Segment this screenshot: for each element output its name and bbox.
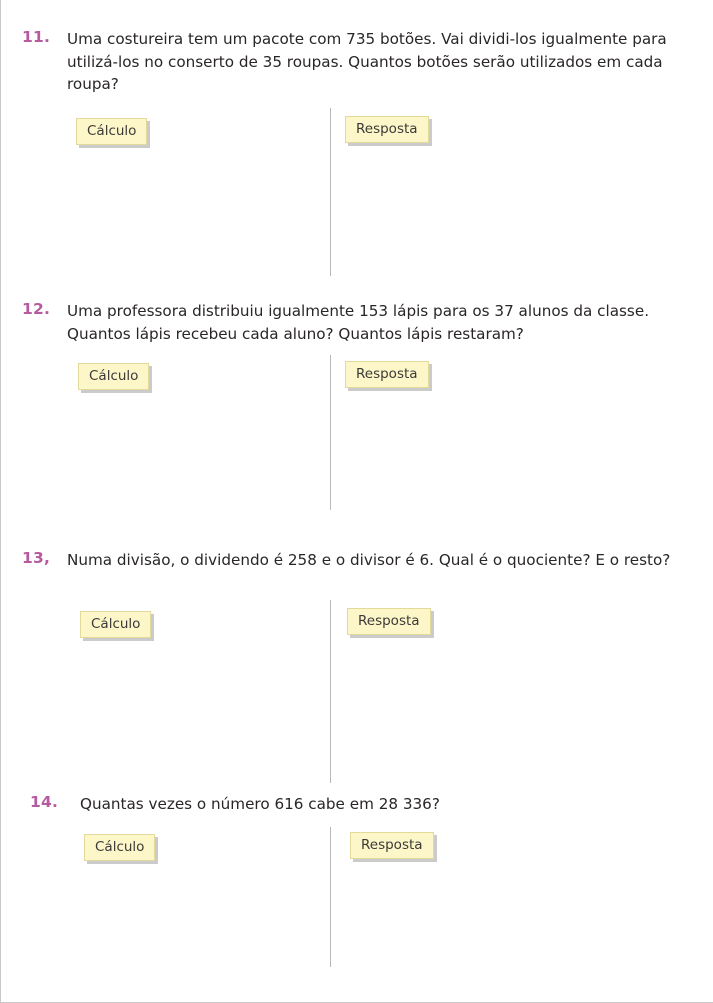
exercise-number: 13, (22, 549, 51, 567)
column-divider-11 (330, 108, 331, 276)
calculo-label-13[interactable]: Cálculo (80, 611, 151, 638)
resposta-label-11[interactable]: Resposta (345, 116, 429, 143)
resposta-label-13[interactable]: Resposta (347, 608, 431, 635)
exercise-text: Numa divisão, o dividendo é 258 e o divisor é 6. Qual é o quociente? E o resto? (67, 551, 671, 569)
column-divider-13 (330, 600, 331, 783)
page-left-rule (0, 0, 1, 1003)
calculo-label-12[interactable]: Cálculo (78, 363, 149, 390)
exercise-number: 14. (30, 793, 59, 811)
exercise-text: Uma costureira tem um pacote com 735 botões. Vai dividi-los igualmente para utilizá-los no conserto de 35 roupas. Quantos botões serão utilizados em cada roupa? (67, 30, 667, 93)
exercise-number: 12. (22, 300, 51, 318)
column-divider-12 (330, 355, 331, 510)
exercise-text: Uma professora distribuiu igualmente 153 lápis para os 37 alunos da classe. Quantos lápis recebeu cada aluno? Quantos lápis restaram? (67, 302, 650, 343)
exercise-text: Quantas vezes o número 616 cabe em 28 336? (80, 795, 440, 813)
calculo-label-14[interactable]: Cálculo (84, 834, 155, 861)
resposta-label-12[interactable]: Resposta (345, 361, 429, 388)
exercise-number: 11. (22, 28, 51, 46)
resposta-label-14[interactable]: Resposta (350, 832, 434, 859)
column-divider-14 (330, 827, 331, 967)
calculo-label-11[interactable]: Cálculo (76, 118, 147, 145)
